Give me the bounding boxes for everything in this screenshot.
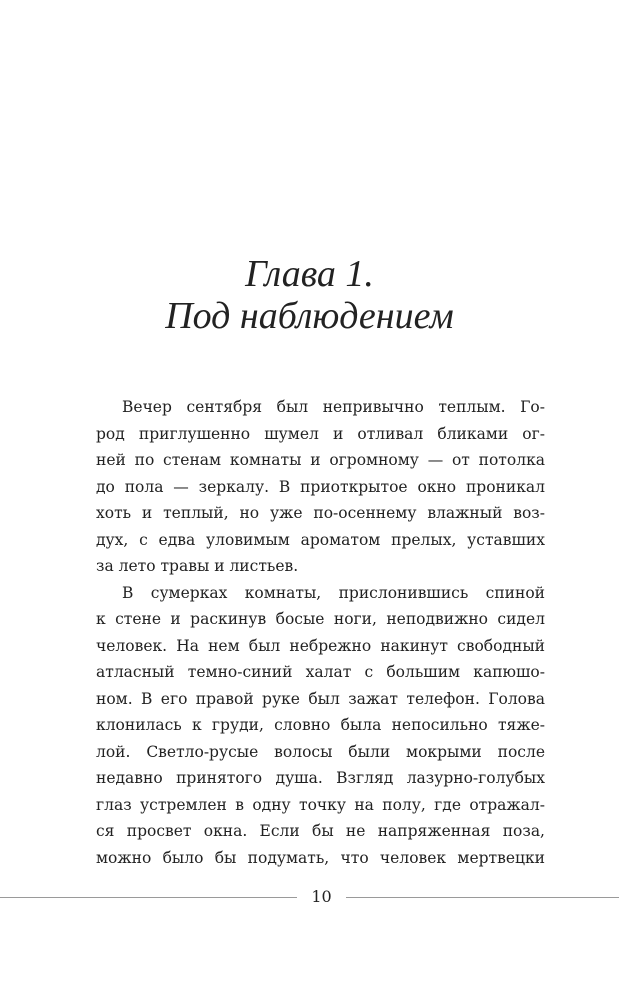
text-line: за лето травы и листьев.: [96, 557, 299, 575]
text-line: человек. На нем был небрежно накинут свободный: [96, 636, 545, 655]
text-line: ном. В его правой руке был зажат телефон. Голова: [96, 689, 545, 708]
text-line: ней по стенам комнаты и огромному — от потолка: [96, 451, 545, 469]
body-text: [96, 394, 545, 871]
text-line: можно было бы подумать, что человек мертвецки: [96, 848, 545, 867]
text-line: глаз устремлен в одну точку на полу, где отражал-: [96, 795, 545, 814]
chapter-title: [0, 253, 619, 337]
text-line: лой. Светло-русые волосы были мокрыми после: [96, 742, 545, 761]
text-line: хоть и теплый, но уже по-осеннему влажный воз-: [96, 504, 545, 522]
footer-rule-right: [346, 897, 619, 898]
text-line: к стене и раскинув босые ноги, неподвижно сидел: [96, 610, 545, 628]
chapter-number: Глава 1.: [245, 253, 374, 295]
text-line: клонилась к груди, словно была непосильно тяже-: [96, 716, 545, 734]
chapter-name: Под наблюдением: [165, 295, 454, 337]
footer-rule-left: [0, 897, 297, 898]
text-line: род приглушенно шумел и отливал бликами ог-: [96, 424, 545, 443]
text-line: ся просвет окна. Если бы не напряженная поза,: [96, 822, 545, 840]
text-line: до пола — зеркалу. В приоткрытое окно проникал: [96, 477, 545, 496]
text-line: дух, с едва уловимым ароматом прелых, уставших: [96, 530, 545, 549]
page-number: 10: [311, 887, 332, 906]
text-line: атласный темно-синий халат с большим капюшо-: [96, 663, 545, 681]
text-line: недавно принятого душа. Взгляд лазурно-голубых: [96, 769, 545, 787]
text-line: В сумерках комнаты, прислонившись спиной: [122, 583, 545, 602]
text-line: Вечер сентября был непривычно теплым. Го-: [122, 398, 545, 416]
